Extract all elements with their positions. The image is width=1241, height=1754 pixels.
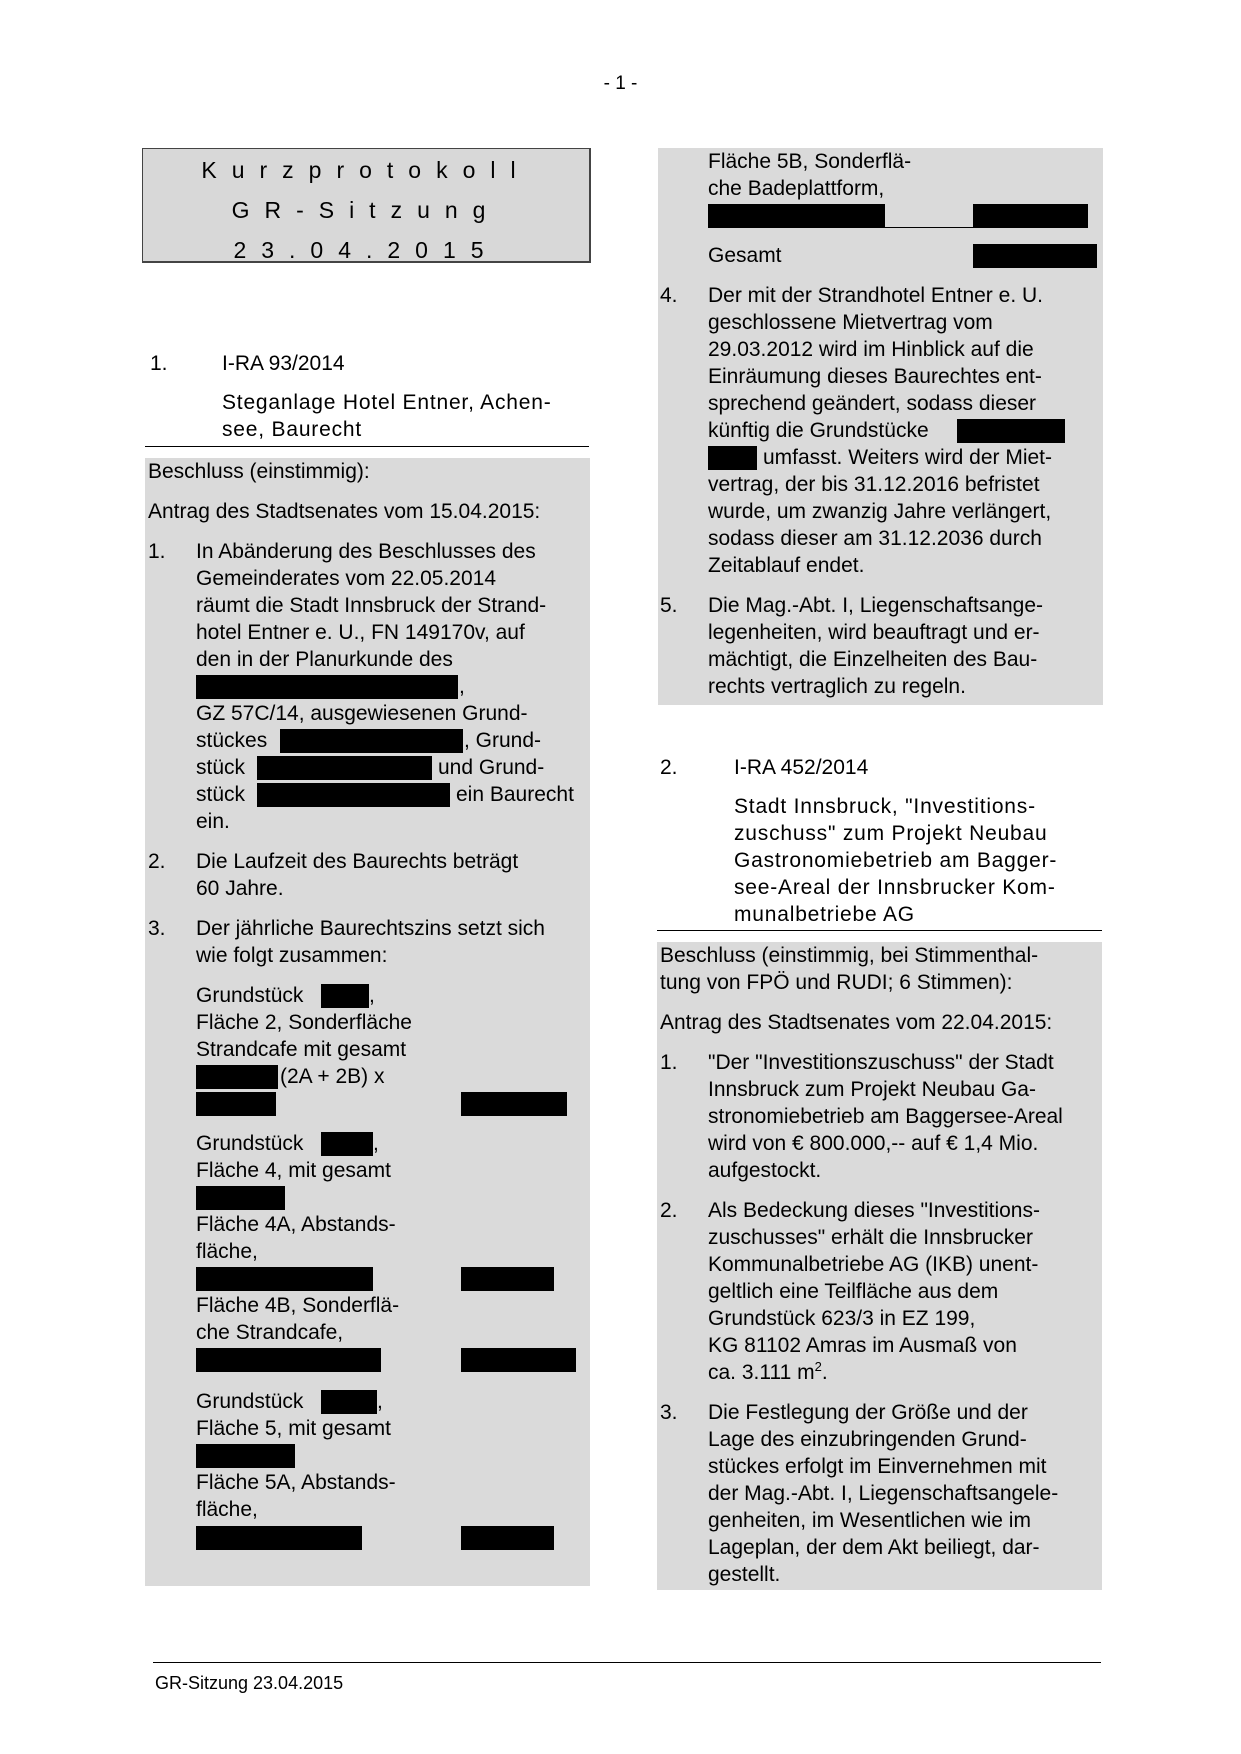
item1-number: 1. — [150, 352, 168, 375]
item2-p3-line: Lageplan, der dem Akt beiliegt, dar- — [708, 1536, 1040, 1559]
parcel-label: , — [373, 1132, 379, 1155]
parcel-line: Strandcafe mit gesamt — [196, 1038, 407, 1061]
item2-antrag: Antrag des Stadtsenates vom 22.04.2015: — [660, 1011, 1053, 1034]
total-label: Gesamt — [708, 244, 782, 267]
footer-rule — [153, 1662, 1101, 1663]
item1-code: I-RA 93/2014 — [222, 352, 345, 375]
item2-p3-line: Lage des einzubringenden Grund- — [708, 1428, 1027, 1451]
redaction — [280, 729, 463, 753]
item2-p1-line: stronomiebetrieb am Baggersee-Areal — [708, 1105, 1063, 1128]
redaction — [957, 419, 1065, 443]
item2-p1-number: 1. — [660, 1051, 678, 1074]
item1-p1-line: stück — [196, 756, 246, 779]
area-value: ca. 3.111 m — [708, 1361, 815, 1384]
redaction — [257, 783, 450, 807]
sum-underline — [885, 227, 973, 228]
item1-p1-line: Gemeinderates vom 22.05.2014 — [196, 567, 497, 590]
item1-p1-line: und Grund- — [438, 756, 545, 779]
item2-p3-line: Die Festlegung der Größe und der — [708, 1401, 1028, 1424]
item1-p3-line: wie folgt zusammen: — [196, 944, 388, 967]
parcel-label: Grundstück — [196, 1390, 304, 1413]
item1-p4-line: umfasst. Weiters wird der Miet- — [763, 446, 1053, 469]
redaction — [973, 244, 1097, 268]
item1-p2-number: 2. — [148, 850, 166, 873]
title-date: 23.04.2015 — [233, 237, 499, 263]
item1-p5-line: legenheiten, wird beauftragt und er- — [708, 621, 1040, 644]
item1-p1-line: ein Baurecht — [456, 783, 574, 806]
item1-p1-line: , — [459, 675, 465, 698]
redaction — [196, 1186, 285, 1210]
item2-p3-line: gestellt. — [708, 1563, 781, 1586]
item2-p2-number: 2. — [660, 1199, 678, 1222]
item1-p4-line: 29.03.2012 wird im Hinblick auf die — [708, 338, 1034, 361]
item2-p1-line: Innsbruck zum Projekt Neubau Ga- — [708, 1078, 1036, 1101]
footer-text: GR-Sitzung 23.04.2015 — [155, 1673, 344, 1693]
item1-subject-line1: Steganlage Hotel Entner, Achen- — [222, 391, 552, 414]
item2-number: 2. — [660, 756, 678, 779]
title-kurzprotokoll: Kurzprotokoll — [201, 157, 531, 183]
item2-p1-line: aufgestockt. — [708, 1159, 822, 1182]
item1-p1-line: In Abänderung des Beschlusses des — [196, 540, 536, 563]
item2-subject-line: Gastronomiebetrieb am Bagger- — [734, 849, 1058, 872]
area-exponent: 2 — [814, 1359, 822, 1374]
item2-p3-line: genheiten, im Wesentlichen wie im — [708, 1509, 1031, 1532]
item2-p2-line: zuschusses" erhält die Innsbrucker — [708, 1226, 1033, 1249]
item1-p4-line: künftig die Grundstücke — [708, 419, 929, 442]
item1-p2-line: Die Laufzeit des Baurechts beträgt — [196, 850, 519, 873]
page-number: - 1 - — [603, 73, 638, 94]
item2-divider — [657, 930, 1102, 931]
item1-beschluss: Beschluss (einstimmig): — [148, 460, 370, 483]
item1-p3-line: Der jährliche Baurechtszins setzt sich — [196, 917, 545, 940]
parcel-line: (2A + 2B) x — [280, 1065, 385, 1088]
redaction — [196, 1348, 381, 1372]
parcel-line: fläche, — [196, 1240, 258, 1263]
item1-p4-line: vertrag, der bis 31.12.2016 befristet — [708, 473, 1040, 496]
redaction — [196, 675, 458, 699]
item2-subject-line: munalbetriebe AG — [734, 903, 915, 926]
item1-p4-line: wurde, um zwanzig Jahre verlängert, — [708, 500, 1052, 523]
item2-p3-number: 3. — [660, 1401, 678, 1424]
item1-p1-number: 1. — [148, 540, 166, 563]
redaction — [461, 1267, 554, 1291]
item1-p1-line: , Grund- — [464, 729, 542, 752]
item1-p1-line: stück — [196, 783, 246, 806]
redaction — [196, 1526, 362, 1550]
item2-subject-line: zuschuss" zum Projekt Neubau — [734, 822, 1048, 845]
parcel-line: che Strandcafe, — [196, 1321, 344, 1344]
redaction — [321, 984, 369, 1008]
item1-p1-line: den in der Planurkunde des — [196, 648, 453, 671]
parcel-line: Fläche 4, mit gesamt — [196, 1159, 391, 1182]
redaction — [461, 1526, 554, 1550]
title-box — [142, 148, 591, 263]
item1-subject-line2: see, Baurecht — [222, 418, 362, 441]
redaction — [257, 756, 432, 780]
item1-p3-number: 3. — [148, 917, 166, 940]
parcel-line: Fläche 4A, Abstands- — [196, 1213, 396, 1236]
item1-p4-line: Der mit der Strandhotel Entner e. U. — [708, 284, 1043, 307]
redaction — [708, 204, 885, 228]
parcel-label: , — [377, 1390, 383, 1413]
redaction — [196, 1092, 276, 1116]
item1-p4-line: sprechend geändert, sodass dieser — [708, 392, 1037, 415]
redaction — [321, 1390, 377, 1414]
item2-beschluss: Beschluss (einstimmig, bei Stimmenthal- — [660, 944, 1039, 967]
item1-p2-line: 60 Jahre. — [196, 877, 284, 900]
redaction — [461, 1092, 567, 1116]
item2-subject-line: Stadt Innsbruck, "Investitions- — [734, 795, 1036, 818]
item1-p1-line: räumt die Stadt Innsbruck der Strand- — [196, 594, 547, 617]
parcel-line: Fläche 5A, Abstands- — [196, 1471, 396, 1494]
item1-p4-line: Einräumung dieses Baurechtes ent- — [708, 365, 1042, 388]
item2-p1-line: "Der "Investitionszuschuss" der Stadt — [708, 1051, 1054, 1074]
item2-p2-line — [708, 1361, 828, 1385]
item2-p1-line: wird von € 800.000,-- auf € 1,4 Mio. — [708, 1132, 1039, 1155]
redaction — [321, 1132, 373, 1156]
item2-beschluss: tung von FPÖ und RUDI; 6 Stimmen): — [660, 971, 1013, 994]
item2-p2-line: Grundstück 623/3 in EZ 199, — [708, 1307, 976, 1330]
parcel-line: fläche, — [196, 1498, 258, 1521]
item1-p5-line: Die Mag.-Abt. I, Liegenschaftsange- — [708, 594, 1044, 617]
item1-p1-line: hotel Entner e. U., FN 149170v, auf — [196, 621, 525, 644]
parcel-line: Fläche 5, mit gesamt — [196, 1417, 391, 1440]
redaction — [196, 1267, 373, 1291]
item2-p2-line: Als Bedeckung dieses "Investitions- — [708, 1199, 1040, 1222]
redaction — [196, 1444, 295, 1468]
parcel-line: Fläche 5B, Sonderflä- — [708, 150, 912, 173]
item1-p4-line: sodass dieser am 31.12.2036 durch — [708, 527, 1042, 550]
item1-divider — [145, 446, 589, 447]
item1-antrag: Antrag des Stadtsenates vom 15.04.2015: — [148, 500, 541, 523]
item2-p2-line: KG 81102 Amras im Ausmaß von — [708, 1334, 1017, 1357]
redaction — [461, 1348, 576, 1372]
redaction — [708, 446, 757, 470]
item2-code: I-RA 452/2014 — [734, 756, 869, 779]
parcel-line: Fläche 4B, Sonderflä- — [196, 1294, 400, 1317]
parcel-line: Fläche 2, Sonderfläche — [196, 1011, 412, 1034]
parcel-label: Grundstück — [196, 1132, 304, 1155]
item2-p2-line: geltlich eine Teilfläche aus dem — [708, 1280, 999, 1303]
redaction — [973, 204, 1088, 228]
item2-p3-line: stückes erfolgt im Einvernehmen mit — [708, 1455, 1047, 1478]
item2-p2-line: Kommunalbetriebe AG (IKB) unent- — [708, 1253, 1039, 1276]
item2-subject-line: see-Areal der Innsbrucker Kom- — [734, 876, 1056, 899]
title-session: GR-Sitzung — [231, 197, 501, 223]
item1-p5-number: 5. — [660, 594, 678, 617]
item1-p4-line: geschlossene Mietvertrag vom — [708, 311, 993, 334]
item1-p4-line: Zeitablauf endet. — [708, 554, 865, 577]
item1-p1-line: stückes — [196, 729, 268, 752]
item1-p5-line: rechts vertraglich zu regeln. — [708, 675, 966, 698]
item2-p3-line: der Mag.-Abt. I, Liegenschaftsangele- — [708, 1482, 1059, 1505]
parcel-label: Grundstück — [196, 984, 304, 1007]
item1-p1-line: GZ 57C/14, ausgewiesenen Grund- — [196, 702, 528, 725]
item1-p5-line: mächtigt, die Einzelheiten des Bau- — [708, 648, 1038, 671]
item1-p1-line: ein. — [196, 810, 230, 833]
parcel-label: , — [369, 984, 375, 1007]
parcel-line: che Badeplattform, — [708, 177, 885, 200]
area-end: . — [821, 1361, 828, 1384]
redaction — [196, 1065, 278, 1089]
item1-p4-number: 4. — [660, 284, 678, 307]
